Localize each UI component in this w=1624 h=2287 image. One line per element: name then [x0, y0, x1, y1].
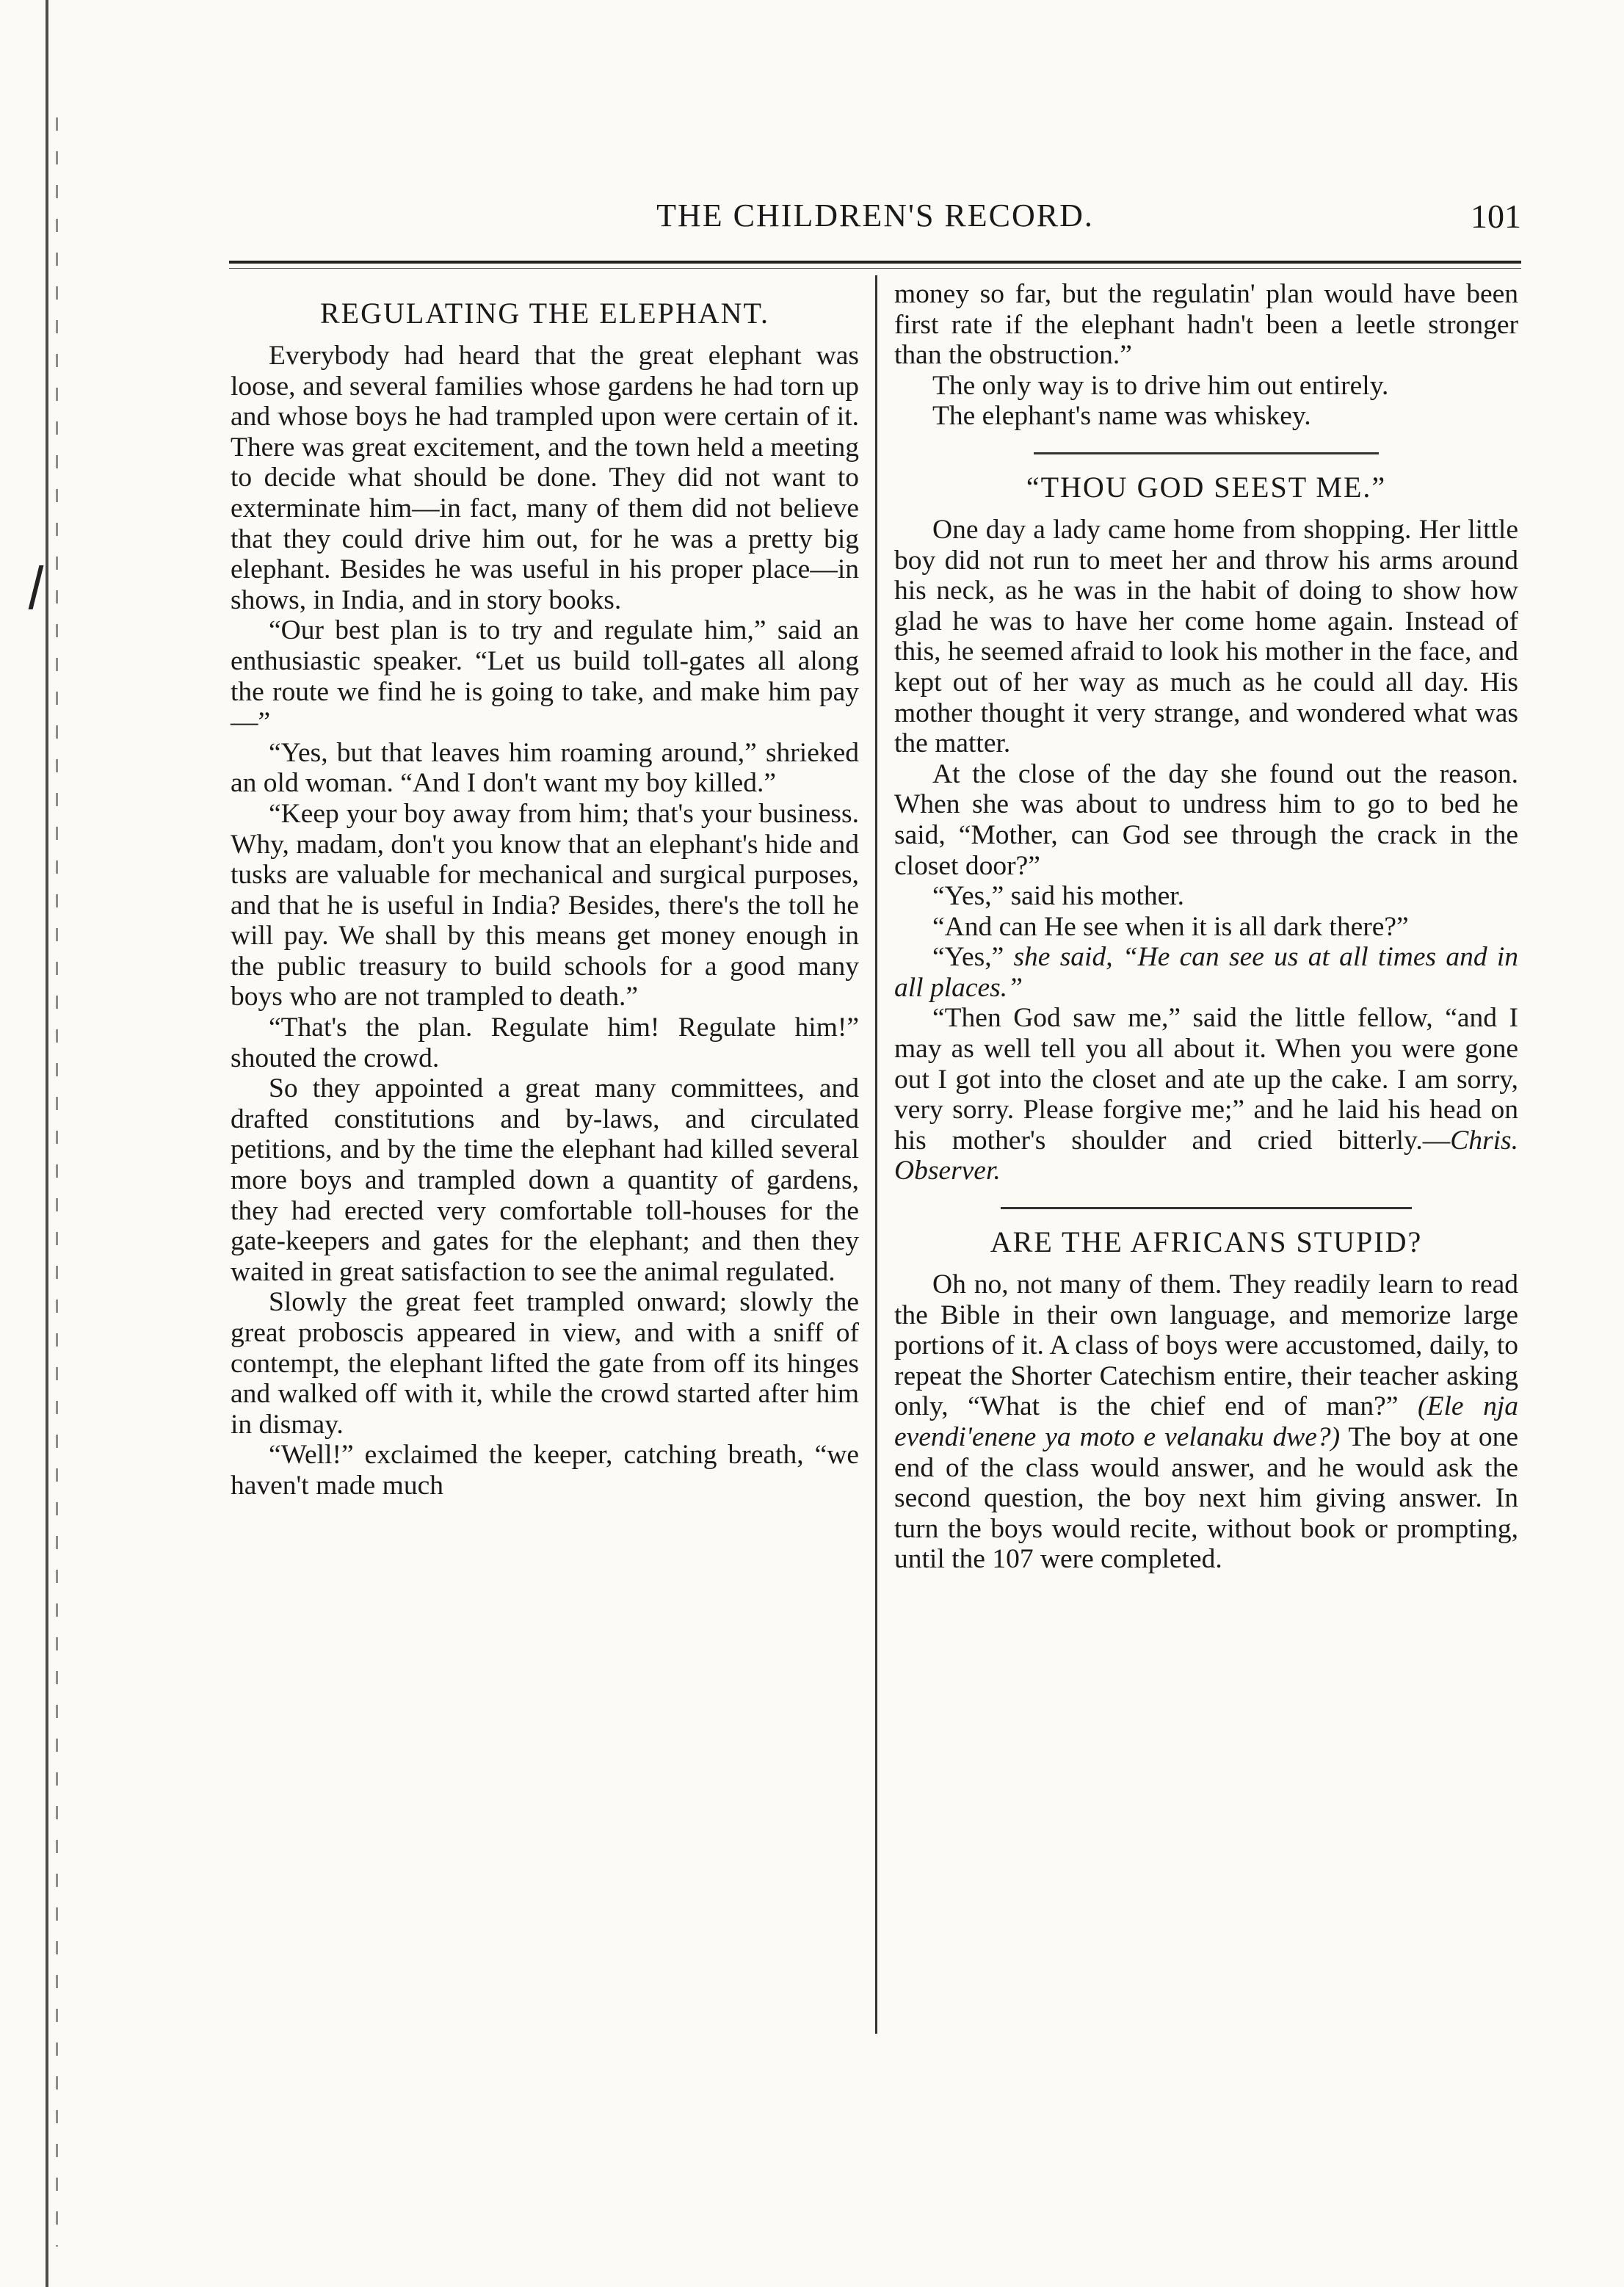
section-rule [1034, 452, 1379, 454]
foreign-phrase: (Ele nja evendi'enene ya moto e velanaku dwe?) [894, 1391, 1518, 1452]
paragraph [894, 942, 1518, 1003]
body-text: The boy at one end of the class would answer, and he would ask the second question, the boy next him giving answer. In turn the boys would recite, without book or prompting, until the 107 were completed. [894, 1422, 1518, 1575]
paragraph: “Our best plan is to try and regulate him,” said an enthusiastic speaker. “Let us build toll-gates all along the route we find he is going to take, and make him pay—” [231, 615, 859, 738]
paragraph: “Keep your boy away from him; that's your business. Why, madam, don't you know that an elephant's hide and tusks are valuable for mechanical and surgical purposes, and that he is useful in India? Besides, there's the toll he will pay. We shall by this means get money enough in the public treasury to build schools for a good many boys who are not trampled to death.” [231, 798, 859, 1012]
header-rule-thin [229, 268, 1521, 269]
paragraph: So they appointed a great many committees, and drafted constitutions and by-laws, and circulated petitions, and by the time the elephant had killed several more boys and trampled down a quantity of gardens, they had erected very comfortable toll-houses for the gate-keepers and gates for the elephant; and then they waited in great satisfaction to see the animal regulated. [231, 1073, 859, 1287]
column-divider [875, 275, 877, 2034]
body-text: “Then God saw me,” said the little fellow, “and I may as well tell you all about it. When you were gone out I got into the closet and ate up the cake. I am sorry, very sorry. Please forgive me;” and he laid his head on his mother's shoulder and cried bitterly.— [894, 1003, 1518, 1156]
source-attribution: Chris. Observer. [894, 1125, 1518, 1186]
paragraph: Slowly the great feet trampled onward; slowly the great proboscis appeared in view, and with a sniff of contempt, the elephant lifted the gate from off its hinges and walked off with it, while the crowd started after him in dismay. [231, 1287, 859, 1440]
page-number: 101 [1471, 197, 1521, 235]
body-text: Oh no, not many of them. They readily learn to read the Bible in their own language, and memorize large portions of it. A class of boys were accustomed, daily, to repeat the Shorter Catechism entire, their teacher asking only, “What is the chief end of man?” [894, 1269, 1518, 1422]
quote-text: “Yes,” [932, 942, 1014, 973]
paragraph: One day a lady came home from shopping. Her little boy did not run to meet her and throw his arms around his neck, as he was in the habit of doing to show how glad he was to have her come home again. Instead of this, he seemed afraid to look his mother in the face, and kept out of her way as much as he could all day. His mother thought it very strange, and wondered what was the matter. [894, 514, 1518, 759]
left-column [231, 279, 859, 1501]
italic-text: she said, “He can see us at all times and in all places.” [894, 942, 1518, 1003]
binding-stitch-marks [56, 117, 58, 2247]
article-heading-elephant: REGULATING THE ELEPHANT. [319, 297, 769, 330]
paragraph: At the close of the day she found out the reason. When she was about to undress him to go to bed he said, “Mother, can God see through the crack in the closet door?” [894, 758, 1518, 881]
paragraph: Everybody had heard that the great elephant was loose, and several families whose gardens he had torn up and whose boys he had trampled upon were certain of it. There was great excitement, and the town held a meeting to decide what should be done. They did not want to exterminate him—in fact, many of them did not believe that they could drive him out, for he was a pretty big elephant. Besides he was useful in his proper place—in shows, in India, and in story books. [231, 341, 859, 615]
header-rule [229, 261, 1521, 264]
section-rule [1001, 1207, 1412, 1209]
paragraph: “That's the plan. Regulate him! Regulate him!” shouted the crowd. [231, 1012, 859, 1073]
running-header [229, 197, 1521, 241]
article-heading-thou-god: “THOU GOD SEEST ME.” [1026, 470, 1387, 504]
article-heading-africans: ARE THE AFRICANS STUPID? [990, 1225, 1423, 1259]
paragraph: “Yes, but that leaves him roaming around,” shrieked an old woman. “And I don't want my boy killed.” [231, 737, 859, 799]
paragraph [894, 1269, 1518, 1575]
publication-title: THE CHILDREN'S RECORD. [656, 197, 1094, 233]
paragraph: “Well!” exclaimed the keeper, catching breath, “we haven't made much [231, 1440, 859, 1501]
page-binding-edge [46, 0, 48, 2287]
right-column [894, 279, 1518, 1575]
paragraph [894, 1003, 1518, 1186]
paragraph: “And can He see when it is all dark there?” [932, 911, 1409, 942]
paragraph-continued: money so far, but the regulatin' plan would have been first rate if the elephant hadn't been a leetle stronger than the obstruction.” [894, 279, 1518, 371]
paragraph: “Yes,” said his mother. [932, 881, 1185, 912]
paragraph: The elephant's name was whiskey. [932, 401, 1311, 432]
paragraph: The only way is to drive him out entirely. [932, 370, 1389, 401]
